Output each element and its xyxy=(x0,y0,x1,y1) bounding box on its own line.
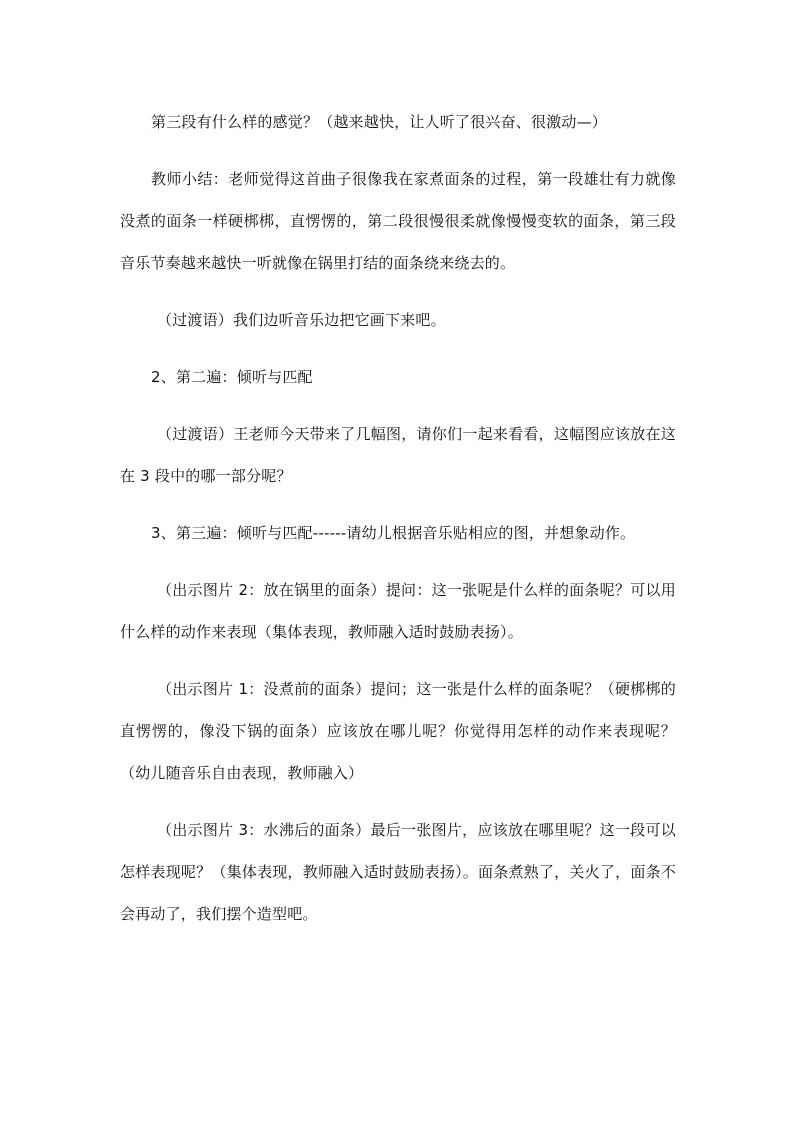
document-body xyxy=(120,101,676,950)
paragraph-transition-draw: （过渡语）我们边听音乐边把它画下来吧。 xyxy=(157,311,446,329)
paragraph-picture-three: （出示图片 3：水沸后的面条）最后一张图片，应该放在哪里呢？这一段可以怎样表现呢？（集体表现，教师融入适时鼓励表扬）。面条煮熟了，关火了，面条不会再动了，我们摆个造型吧。 xyxy=(120,821,676,923)
paragraph-transition-pictures: （过渡语）王老师今天带来了几幅图，请你们一起来看看，这幅图应该放在这在 3 段中的哪一部分呢？ xyxy=(120,425,676,485)
paragraph-picture-two: （出示图片 2：放在锅里的面条）提问：这一张呢是什么样的面条呢？可以用什么样的动作来表现（集体表现，教师融入适时鼓励表扬）。 xyxy=(120,581,676,641)
paragraph-second-listening: 2、第二遍：倾听与匹配 xyxy=(151,368,313,386)
paragraph-teacher-summary: 教师小结：老师觉得这首曲子很像我在家煮面条的过程，第一段雄壮有力就像没煮的面条一样硬梆梆，直愣愣的，第二段很慢很柔就像慢慢变软的面条，第三段音乐节奏越来越快一听就像在锅里打结的面条绕来绕去的。 xyxy=(120,170,676,272)
paragraph-section-three-feeling: 第三段有什么样的感觉？（越来越快，让人听了很兴奋、很激动—） xyxy=(151,113,608,131)
paragraph-third-listening: 3、第三遍：倾听与匹配------请幼儿根据音乐贴相应的图，并想象动作。 xyxy=(151,524,636,542)
paragraph-picture-one: （出示图片 1：没煮前的面条）提问；这一张是什么样的面条呢？（硬梆梆的直愣愣的，像没下锅的面条）应该放在哪儿呢？你觉得用怎样的动作来表现呢？（幼儿随音乐自由表现，教师融入） xyxy=(120,680,676,782)
